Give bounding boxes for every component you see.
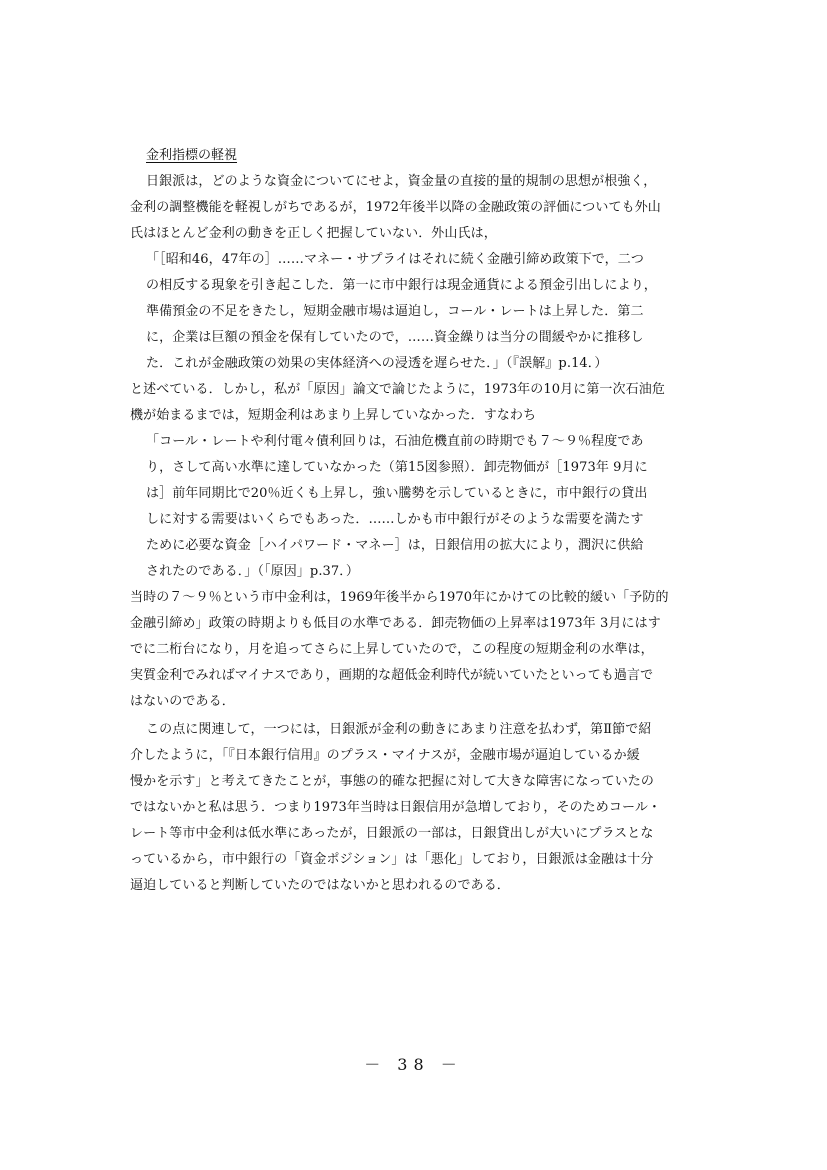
quote-line: に，企業は巨額の預金を保有していたので，……資金繰りは当分の間緩やかに推移し [146, 330, 644, 345]
quote-line: は］前年同期比で20％近くも上昇し，強い騰勢を示しているときに，市中銀行の貸出 [146, 486, 648, 501]
text-line: ではないかと私は思う．つまり1973年当時は日銀信用が急増しており，そのためコール・ [130, 800, 662, 815]
quote-line: 「コール・レートや利付電々債利回りは，石油危機直前の時期でも７～９％程度であ [146, 434, 644, 449]
quote-line: り，さして高い水準に達していなかった（第15図参照）．卸売物価が［1973年 9月に [146, 460, 648, 475]
text-line: 逼迫していると判断していたのではないかと思われるのである． [130, 878, 510, 893]
text-line: っているから，市中銀行の「資金ポジション」は「悪化」しており，日銀派は金融は十分 [130, 852, 654, 867]
text-line: はないのである． [130, 694, 235, 709]
text-line: でに二桁台になり，月を追ってさらに上昇していたので，この程度の短期金利の水準は， [130, 642, 654, 657]
text-line: 当時の７～９％という市中金利は，1969年後半から1970年にかけての比較的緩い「予防的 [130, 590, 669, 605]
text-line: 介したように，「『日本銀行信用』のプラス・マイナスが，金融市場が逼迫しているか緩 [130, 748, 640, 763]
text-line: レート等市中金利は低水準にあったが，日銀派の一部は，日銀貸出しが大いにプラスとな [130, 826, 654, 841]
quote-line: の相反する現象を引き起こした．第一に市中銀行は現金通貨による預金引出しにより， [146, 278, 657, 293]
quote-line: ために必要な資金［ハイパワード・マネー］は，日銀信用の拡大により，潤沢に供給 [146, 538, 644, 553]
text-line: この点に関連して，一つには，日銀派が金利の動きにあまり注意を払わず，第Ⅱ節で紹 [146, 722, 652, 737]
text-line: 氏はほとんど金利の動きを正しく把握していない．外山氏は， [130, 226, 497, 241]
page-number: － 38 － [364, 1055, 463, 1074]
text-line: 機が始まるまでは，短期金利はあまり上昇していなかった．すなわち [130, 408, 537, 423]
text-line: 金融引締め」政策の時期よりも低目の水準である．卸売物価の上昇率は1973年 3月にはす [130, 616, 661, 631]
quote-line: 準備預金の不足をきたし，短期金融市場は逼迫し，コール・レートは上昇した．第二 [146, 304, 644, 319]
text-line: 慢かを示す」と考えてきたことが，事態の的確な把握に対して大きな障害になっていたの [130, 774, 655, 789]
text-line: と述べている．しかし，私が「原因」論文で論じたように，1973年の10月に第一次石油危 [130, 382, 665, 397]
quote-line: されたのである．」（「原因」p.37．） [146, 564, 359, 579]
section-heading: 金利指標の軽視 [146, 148, 238, 163]
text-line: 実質金利でみればマイナスであり，画期的な超低金利時代が続いていたといっても過言で [130, 668, 654, 683]
quote-line: しに対する需要はいくらでもあった．……しかも市中銀行がそのような需要を満たす [146, 512, 644, 527]
quote-line: 「［昭和46，47年の］……マネー・サプライはそれに続く金融引締め政策下で，二つ [146, 252, 644, 267]
quote-line: た．これが金融政策の効果の実体経済への浸透を遅らせた．」（『誤解』p.14．） [146, 356, 608, 371]
text-line: 金利の調整機能を軽視しがちであるが，1972年後半以降の金融政策の評価についても外山 [130, 200, 661, 215]
text-line: 日銀派は，どのような資金についてにせよ，資金量の直接的量的規制の思想が根強く， [146, 174, 657, 189]
